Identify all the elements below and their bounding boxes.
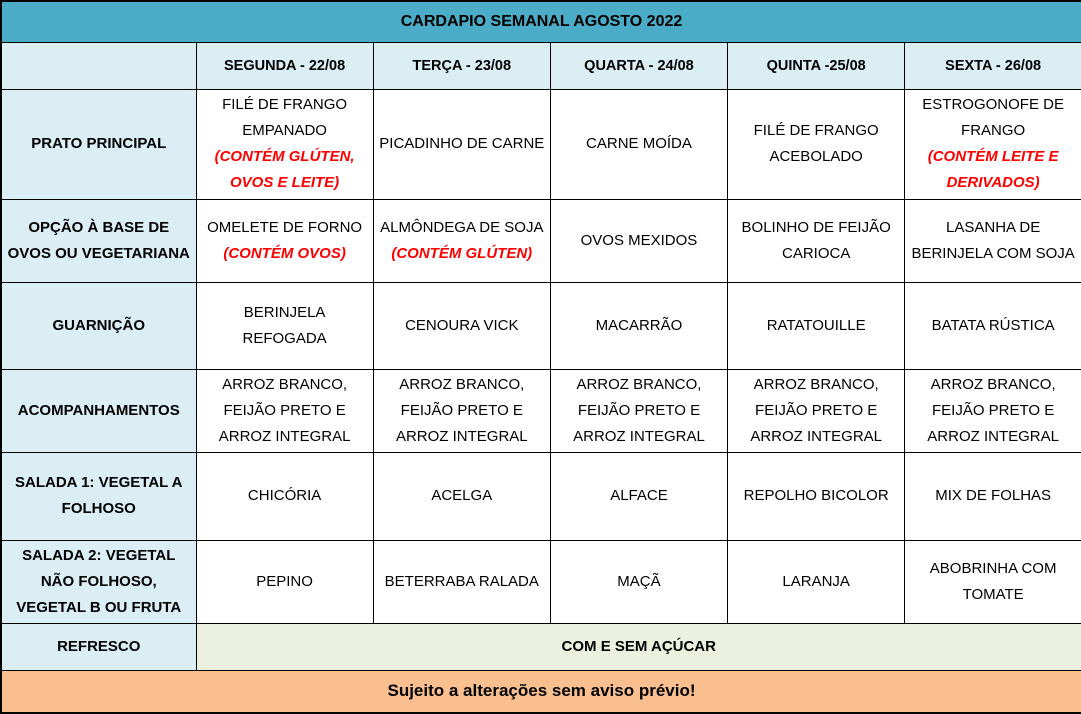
row-label-opcao-ovos-vegetariana: OPÇÃO À BASE DE OVOS OU VEGETARIANA [1,199,196,282]
column-header-sexta: SEXTA - 26/08 [905,42,1081,89]
cell-salada1-sex [905,452,1081,540]
cell-prato-qui [728,89,905,199]
table-row [1,199,1081,282]
table-row [1,452,1081,540]
cell-salada2-sex [905,540,1081,623]
dish-name: LASANHA DE BERINJELA COM SOJA [911,218,1075,262]
cell-salada1-seg [196,452,373,540]
column-header-segunda: SEGUNDA - 22/08 [196,42,373,89]
dish-name: ARROZ BRANCO, FEIJÃO PRETO E ARROZ INTEGRAL [750,375,882,445]
dish-name: ARROZ BRANCO, FEIJÃO PRETO E ARROZ INTEGRAL [573,375,705,445]
row-label-salada-2: SALADA 2: VEGETAL NÃO FOLHOSO, VEGETAL B OU FRUTA [1,540,196,623]
cell-salada2-qua [550,540,727,623]
cell-refresco-value: COM E SEM AÇÚCAR [196,623,1081,670]
cell-prato-sex [905,89,1081,199]
table-row [1,623,1081,670]
dish-name: CARNE MOÍDA [586,135,692,152]
dish-name: BETERRABA RALADA [384,572,539,590]
dish-name: ESTROGONOFE DE FRANGO [922,96,1064,139]
dish-name: OMELETE DE FORNO [207,218,363,236]
cell-guarnicao-ter [373,282,550,369]
dish-name: ABOBRINHA COM TOMATE [929,559,1057,603]
cell-salada2-ter [373,540,550,623]
row-label-prato-principal: PRATO PRINCIPAL [1,89,196,199]
allergen-note: (CONTÉM LEITE E DERIVADOS) [927,148,1059,191]
dish-name: ARROZ BRANCO, FEIJÃO PRETO E ARROZ INTEGRAL [395,375,528,445]
dish-name: LARANJA [782,572,850,590]
cell-prato-seg [196,89,373,199]
dish-name: REPOLHO BICOLOR [743,487,889,504]
cell-salada1-qui [728,452,905,540]
dish-name: ACELGA [431,487,493,504]
allergen-note: (CONTÉM OVOS) [223,244,346,262]
table-row [1,282,1081,369]
cell-salada2-seg [196,540,373,623]
cell-guarnicao-seg [196,282,373,369]
disclaimer-banner: Sujeito a alterações sem aviso prévio! [1,670,1081,713]
cell-opcao-seg [196,199,373,282]
dish-name: BERINJELA REFOGADA [242,303,327,347]
dish-name: ARROZ BRANCO, FEIJÃO PRETO E ARROZ INTEGRAL [218,375,351,445]
cell-salada1-ter [373,452,550,540]
cell-guarnicao-qua [550,282,727,369]
cell-acomp-ter [373,369,550,452]
cell-prato-ter [373,89,550,199]
cell-prato-qua [550,89,727,199]
table-row [1,540,1081,623]
cell-opcao-sex [905,199,1081,282]
cell-salada1-qua [550,452,727,540]
dish-name: ARROZ BRANCO, FEIJÃO PRETO E ARROZ INTEGRAL [927,375,1059,445]
row-label-acompanhamentos: ACOMPANHAMENTOS [1,369,196,452]
column-header-terca: TERÇA - 23/08 [373,42,550,89]
cell-acomp-qui [728,369,905,452]
row-label-guarnicao: GUARNIÇÃO [1,282,196,369]
dish-name: BOLINHO DE FEIJÃO CARIOCA [741,218,891,262]
dish-name: CHICÓRIA [247,487,322,504]
cell-guarnicao-qui [728,282,905,369]
dish-name: OVOS MEXIDOS [580,231,698,249]
corner-cell [1,42,196,89]
dish-name: PICADINHO DE CARNE [379,135,545,152]
cell-opcao-ter [373,199,550,282]
dish-name: MAÇÃ [617,572,661,590]
dish-name: CENOURA VICK [405,316,519,334]
column-header-quinta: QUINTA -25/08 [728,42,905,89]
cell-acomp-sex [905,369,1081,452]
dish-name: BATATA RÚSTICA [931,316,1055,334]
dish-name: ALFACE [610,487,668,504]
dish-name: PEPINO [256,572,313,590]
column-header-quarta: QUARTA - 24/08 [550,42,727,89]
cell-acomp-seg [196,369,373,452]
dish-name: FILÉ DE FRANGO ACEBOLADO [753,122,879,165]
dish-name: FILÉ DE FRANGO EMPANADO [222,96,348,139]
cell-opcao-qua [550,199,727,282]
table-title: CARDAPIO SEMANAL AGOSTO 2022 [1,1,1081,42]
cell-opcao-qui [728,199,905,282]
cell-salada2-qui [728,540,905,623]
table-row [1,89,1081,199]
table-row [1,369,1081,452]
dish-name: RATATOUILLE [766,316,866,334]
dish-name: MACARRÃO [595,316,683,334]
allergen-note: (CONTÉM GLÚTEN) [391,244,533,262]
allergen-note: (CONTÉM GLÚTEN, OVOS E LEITE) [214,148,355,191]
dish-name: MIX DE FOLHAS [935,487,1052,504]
row-label-refresco: REFRESCO [1,623,196,670]
cell-guarnicao-sex [905,282,1081,369]
row-label-salada-1: SALADA 1: VEGETAL A FOLHOSO [1,452,196,540]
dish-name: ALMÔNDEGA DE SOJA [380,218,544,236]
cell-acomp-qua [550,369,727,452]
